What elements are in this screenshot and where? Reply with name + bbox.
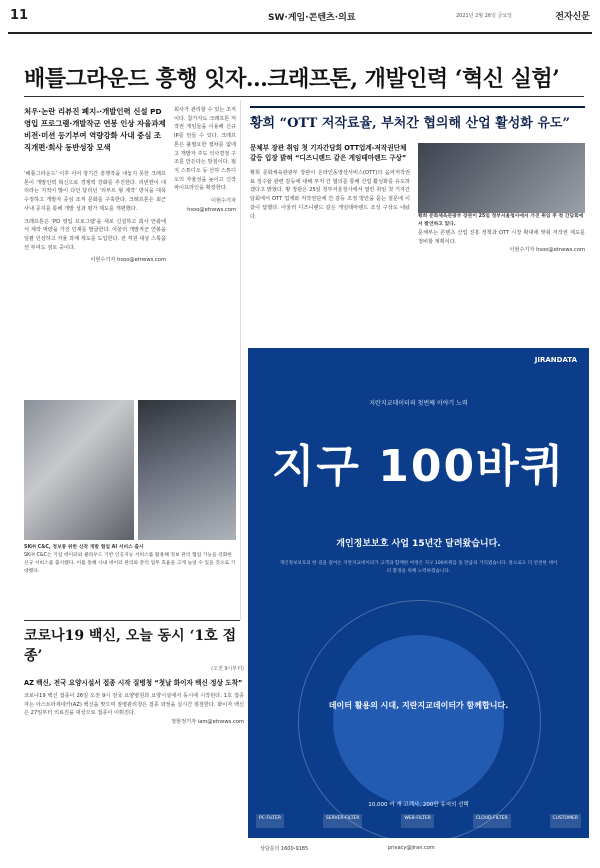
article-photo-monitor <box>138 400 236 540</box>
main-headline: 배틀그라운드 흥행 잇자…크래프톤, 개발인력 ‘혁신 실험’ <box>24 66 560 92</box>
bottom-article-date: (오전 9시부터) <box>211 666 244 672</box>
left-paragraph-2: 크래프톤은 ‘PD 영입 프로그램’을 새로 신설하고 회사 안팎에서 제작 역량을 가진 인재를 발굴한다. 아울러 개발직군 연봉을 일괄 인상하고 자율 과제 제도를 도입한다. 전 직원 대상 스톡옵션 부여도 검토 중이다. <box>24 218 166 251</box>
page-number: 11 <box>10 8 29 23</box>
headline-divider <box>24 96 584 97</box>
ad-phone: 상담문의 1600-9185 <box>260 846 309 852</box>
ad-circle-text: 데이터 활용의 시대, 지란지교데이터가 함께합니다. <box>328 701 509 710</box>
ad-big-title: 지구 100바퀴 <box>271 441 566 492</box>
partner-logo: SERVER-FILTER <box>323 814 363 828</box>
ad-stats: 10,000 여 개 고객사, 200만 유저의 선택 <box>368 802 469 808</box>
right-byline: 이현수기자 hsoo@etnews.com <box>509 247 585 254</box>
mid-article-body <box>174 106 236 214</box>
right-article-body2: 문체부는 콘텐츠 산업 진흥 정책과 OTT 시장 확대에 맞춰 저작권 제도를 정비할 계획이다. <box>418 230 585 245</box>
right-photo-caption: 황희 문화체육관광부 장관이 25일 정부서울청사에서 가진 취임 후 첫 간담회에서 발언하고 있다. <box>418 214 584 227</box>
right-article <box>250 106 585 253</box>
ad-partner-logos <box>256 814 581 828</box>
photo-caption-block <box>24 544 236 576</box>
partner-logo: WEB-FILTER <box>401 814 434 828</box>
mid-paragraph: 회사가 관리할 수 있는 조직이다. 참가자도 크래프톤 저작권 게임들을 이용해 신규 IP를 만들 수 있다. 크래프톤은 불필요한 절차를 없애고 개발자 주도 의사결정 구조를 만든다는 방침이다. 펍지 스튜디오 등 산하 스튜디오의 자율성을 높이고 신작 파이프라인을 확장한다. <box>174 107 236 192</box>
right-article-photo <box>418 143 585 213</box>
ad-tagline: 개인정보보호 사업 15년간 달려왔습니다. <box>336 539 501 549</box>
partner-logo: PC-FILTER <box>256 814 284 828</box>
article-photo-person <box>24 400 134 540</box>
advertisement <box>248 348 589 860</box>
section-name: SW·게임·콘텐츠·의료 <box>268 13 356 23</box>
ad-brand: JIRANDATA <box>534 356 577 364</box>
issue-date: 2021년 2월 26일 금요일 <box>455 13 512 19</box>
partner-logo: CUSTOMER <box>550 814 581 828</box>
bottom-article <box>24 625 244 725</box>
photo-caption-body: SK㈜ C&C는 기업 데이터와 클라우드 기반 인공지능 서비스를 활용해 정보 관리 협업 기능을 강화한 신규 서비스를 출시했다. 이를 통해 사내 데이터 관리와 분석 업무 효율을 크게 높일 수 있을 것으로 기대했다. <box>24 553 236 574</box>
ad-footer <box>248 838 589 860</box>
right-article-title: 황희 “OTT 저작료율, 부처간 협의해 산업 활성화 유도” <box>250 116 570 131</box>
photo-caption-title: SK㈜ C&C, 정보통 위한 신작 개발 협업 AI 서비스 출시 <box>24 545 144 550</box>
partner-logo: CLOUD-FILTER <box>473 814 511 828</box>
ad-body: 개인정보보호의 한 길을 걸어온 지란지교데이터가 고객과 함께한 여정은 지구 100바퀴를 돌 만큼의 거리였습니다. 앞으로도 더 안전한 데이터 환경을 위해 노력하겠습니다. <box>279 561 558 574</box>
ad-inner-circle <box>333 635 504 806</box>
right-article-body: 황희 문화체육관광부 장관이 온라인동영상서비스(OTT)의 음악저작권료 징수율 관련 갈등에 대해 부처 간 협의를 통해 산업 활성화를 유도하겠다고 밝혔다. 황 장관은 25일 정부서울청사에서 열린 취임 첫 기자간담회에서 OTT 업계와 저작권단체 간 갈등 조정 방안을 묻는 질문에 이같이 답했다. 아울러 디즈니랜드 같은 게임테마랜드 조성 구상도 내놨다. <box>250 170 410 220</box>
bottom-article-sub: AZ 백신, 전국 요양시설서 접종 시작 질병청 “첫날 화이자 백신 정상 도착” <box>24 679 243 687</box>
page-header <box>8 6 592 34</box>
left-byline: 이현수기자 hsoo@etnews.com <box>90 257 166 264</box>
bottom-article-body: 코로나19 백신 접종이 26일 오전 9시 전국 요양병원과 요양시설에서 동시에 시작된다. 1호 접종자는 아스트라제네카(AZ) 백신을 맞으며 질병관리청은 접종 과정을 실시간 점검한다. 화이자 백신은 27일부터 의료진을 대상으로 접종이 이뤄진다. <box>24 693 244 717</box>
section-divider <box>24 620 240 621</box>
ad-email: privacy@jiran.com <box>388 845 435 851</box>
article-deck: 처우·논란 리뷰진 폐지-·개발인력 신설 PD 영입 프로그램·개발작군 연봉 인상 자율과제 비전·미션 등기부여 역량강화 사내 중심 조직개편·회사 동반성장 모색 <box>24 107 166 152</box>
left-paragraph-1: ‘배틀그라운드’ 이후 이어 장기간 흥행작을 내놓지 못한 크래프톤이 개발인력 혁신으로 경쟁력 강화를 추진한다. 리빈캔이 대리라는 지적이 많이 다던 달리던 ‘리부트 형 제작’ 방식을 대폭 수정하고 개발자 중심 조직 문화를 구축한다. 크래프톤은 최근 사내 공지를 통해 개발 성과 평가 제도를 개편했다. <box>24 171 166 212</box>
bottom-byline: 정현정기자 iam@etnews.com <box>171 719 244 726</box>
paper-name: 전자신문 <box>555 12 590 22</box>
bottom-article-title: 코로나19 백신, 오늘 동시 ‘1호 접종’ <box>24 628 237 664</box>
left-article-body <box>24 170 166 265</box>
ad-subtitle: 지란지교데이터의 첫번째 이야기 노력 <box>369 400 468 407</box>
mid-byline: 이현수기자 hsoo@etnews.com <box>187 198 236 213</box>
column-rule <box>240 100 241 620</box>
right-article-sub: 문체부 장관 취임 첫 기자간담회 OTT업계-저작권단체 갈등 입장 밝혀 “디즈니랜드 같은 게임테마랜드 구상” <box>250 144 407 162</box>
